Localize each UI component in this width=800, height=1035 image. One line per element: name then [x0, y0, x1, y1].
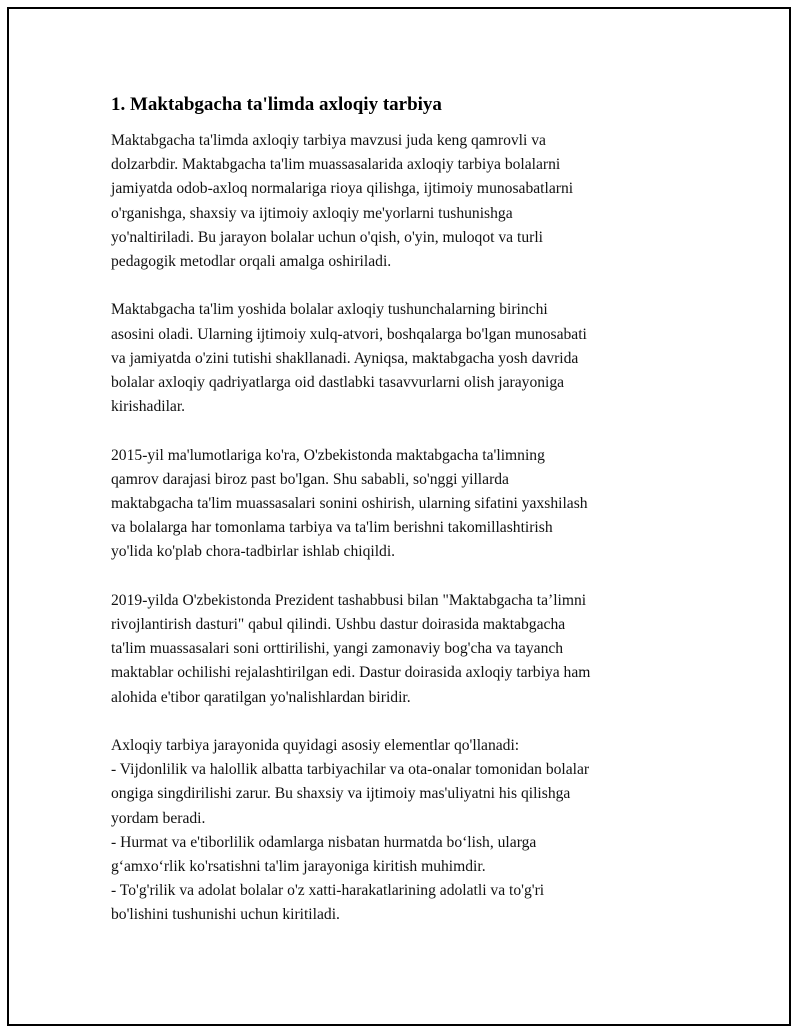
list-item: - To'g'rilik va adolat bolalar o'z xatti-harakatlarining adolatli va to'g'ri — [111, 882, 545, 900]
text-line: ta'lim muassasalari soni orttirilishi, yangi zamonaviy bog'cha va tayanch — [111, 640, 564, 658]
text-line: Maktabgacha ta'lim yoshida bolalar axloqiy tushunchalarning birinchi — [111, 301, 548, 319]
paragraph-5-list — [111, 734, 711, 928]
text-line: jamiyatda odob-axloq normalariga rioya qilishga, ijtimoiy munosabatlarni — [111, 180, 574, 198]
text-line: pedagogik metodlar orqali amalga oshiriladi. — [111, 253, 392, 271]
document-body — [111, 92, 711, 952]
list-item-continuation: bo'lishini tushunishi uchun kiritiladi. — [111, 906, 340, 924]
paragraph-4 — [111, 589, 711, 710]
text-line: qamrov darajasi biroz past bo'lgan. Shu sababli, so'nggi yillarda — [111, 470, 509, 488]
text-line: Maktabgacha ta'limda axloqiy tarbiya mavzusi juda keng qamrovli va — [111, 132, 546, 149]
text-line: va bolalarga har tomonlama tarbiya va ta'lim berishni takomillashtirish — [111, 519, 553, 537]
list-item: - Hurmat va e'tiborlilik odamlarga nisbatan hurmatda bo‘lish, ularga — [111, 833, 537, 851]
text-line: yo'lida ko'plab chora-tadbirlar ishlab chiqildi. — [111, 543, 396, 561]
list-item-continuation: yordam beradi. — [111, 809, 206, 827]
text-line: asosini oladi. Ularning ijtimoiy xulq-atvori, boshqalarga bo'lgan munosabati — [111, 325, 587, 343]
text-line: bolalar axloqiy qadriyatlarga oid dastlabki tasavvurlarni olish jarayoniga — [111, 374, 565, 392]
text-line: alohida e'tibor qaratilgan yo'nalishlardan biridir. — [111, 688, 411, 706]
text-line: maktabgacha ta'lim muassasalari sonini oshirish, ularning sifatini yaxshilash — [111, 495, 588, 513]
paragraph-1 — [111, 129, 711, 274]
list-item-continuation: g‘amxo‘rlik ko'rsatishni ta'lim jarayoniga kiritish muhimdir. — [111, 858, 486, 876]
text-line: yo'naltiriladi. Bu jarayon bolalar uchun o'qish, o'yin, muloqot va turli — [111, 228, 543, 246]
text-line: 2019-yilda O'zbekistonda Prezident tashabbusi bilan "Maktabgacha ta’limni — [111, 591, 587, 609]
text-line: va jamiyatda o'zini tutishi shakllanadi. Ayniqsa, maktabgacha yosh davrida — [111, 349, 579, 367]
paragraph-3 — [111, 444, 711, 565]
list-intro: Axloqiy tarbiya jarayonida quyidagi asosiy elementlar qo'llanadi: — [111, 737, 520, 755]
text-line: dolzarbdir. Maktabgacha ta'lim muassasalarida axloqiy tarbiya bolalarni — [111, 156, 561, 174]
text-line: o'rganishga, shaxsiy va ijtimoiy axloqiy me'yorlarni tushunishga — [111, 204, 513, 222]
text-line: rivojlantirish dasturi" qabul qilindi. Ushbu dastur doirasida maktabgacha — [111, 616, 566, 634]
text-line: 2015-yil ma'lumotlariga ko'ra, O'zbekistonda maktabgacha ta'limning — [111, 446, 545, 464]
list-item: - Vijdonlilik va halollik albatta tarbiyachilar va ota-onalar tomonidan bolalar — [111, 761, 590, 779]
text-line: maktablar ochilishi rejalashtirilgan edi. Dastur doirasida axloqiy tarbiya ham — [111, 664, 591, 682]
section-title: 1. Maktabgacha ta'limda axloqiy tarbiya — [111, 94, 442, 115]
text-line: kirishadilar. — [111, 398, 186, 416]
list-item-continuation: ongiga singdirilishi zarur. Bu shaxsiy va ijtimoiy mas'uliyatni his qilishga — [111, 785, 571, 803]
paragraph-2 — [111, 298, 711, 419]
